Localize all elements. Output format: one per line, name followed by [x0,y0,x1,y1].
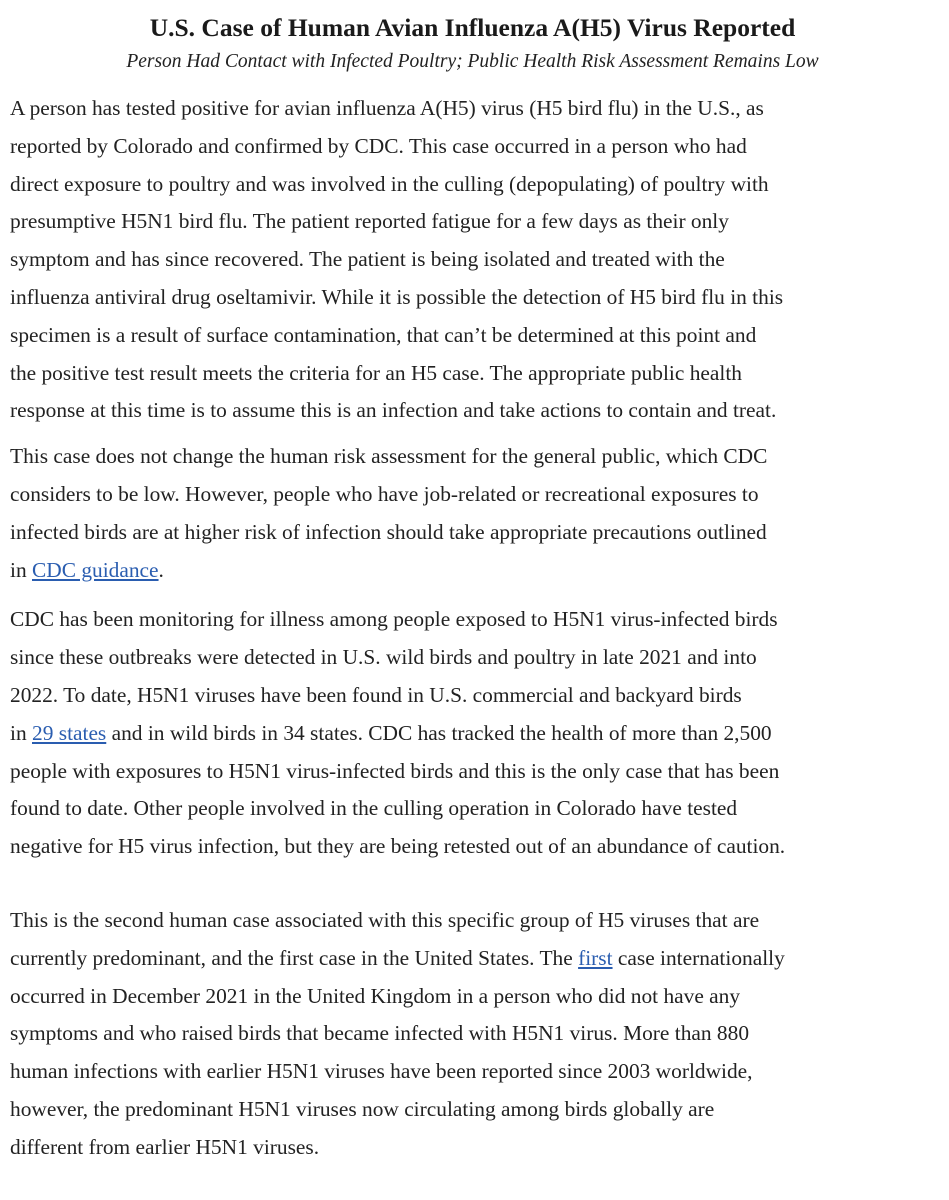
paragraph-line: response at this time is to assume this is an infection and take actions to contain and treat. [10,398,777,423]
paragraph-line: symptoms and who raised birds that became infected with H5N1 virus. More than 880 [10,1021,750,1046]
paragraph-line: since these outbreaks were detected in U.S. wild birds and poultry in late 2021 and into [10,645,757,670]
cdc-guidance-link[interactable]: CDC guidance [32,557,159,582]
paragraph-line: symptom and has since recovered. The patient is being isolated and treated with the [10,247,725,272]
line-text: in [10,720,32,745]
paragraph-line: CDC has been monitoring for illness among people exposed to H5N1 virus-infected birds [10,607,778,632]
paragraph-line: influenza antiviral drug oseltamivir. While it is possible the detection of H5 bird flu in this [10,284,784,309]
line-text: and in wild birds in 34 states. CDC has tracked the health of more than 2,500 [106,720,772,745]
line-text: case internationally [612,945,785,970]
paragraph-line: occurred in December 2021 in the United Kingdom in a person who did not have any [10,983,741,1008]
article-subtitle: Person Had Contact with Infected Poultry; Public Health Risk Assessment Remains Low [126,51,819,72]
paragraph-line: This case does not change the human risk assessment for the general public, which CDC [10,444,768,469]
paragraph-second-case [10,902,935,1167]
paragraph-case-report [10,90,935,430]
paragraph-line: found to date. Other people involved in the culling operation in Colorado have tested [10,796,738,821]
paragraph-line: This is the second human case associated with this specific group of H5 viruses that are [10,907,760,932]
paragraph-line: direct exposure to poultry and was involved in the culling (depopulating) of poultry with [10,171,769,196]
paragraph-line: A person has tested positive for avian influenza A(H5) virus (H5 bird flu) in the U.S., as [10,96,764,120]
first-case-link[interactable]: first [578,945,613,970]
paragraph-line: considers to be low. However, people who have job-related or recreational exposures to [10,481,759,506]
29-states-link[interactable]: 29 states [32,720,107,745]
paragraph-line: different from earlier H5N1 viruses. [10,1134,320,1159]
paragraph-line: presumptive H5N1 bird flu. The patient reported fatigue for a few days as their only [10,209,729,234]
paragraph-line: the positive test result meets the criteria for an H5 case. The appropriate public health [10,360,742,385]
paragraph-line: reported by Colorado and confirmed by CDC. This case occurred in a person who had [10,133,747,158]
line-text: . [158,557,164,582]
paragraph-line: negative for H5 virus infection, but they are being retested out of an abundance of caution. [10,834,786,859]
paragraph-line [10,552,935,590]
paragraph-line: infected birds are at higher risk of infection should take appropriate precautions outlined [10,519,767,544]
paragraph-line: specimen is a result of surface contamination, that can’t be determined at this point and [10,322,757,347]
paragraph-monitoring [10,601,935,866]
article-title: U.S. Case of Human Avian Influenza A(H5) Virus Reported [149,13,796,42]
paragraph-line [10,940,935,978]
line-text: in [10,557,32,582]
line-text: currently predominant, and the first case in the United States. The [10,945,579,970]
paragraph-line: 2022. To date, H5N1 viruses have been found in U.S. commercial and backyard birds [10,682,742,707]
paragraph-line [10,715,935,753]
paragraph-line: people with exposures to H5N1 virus-infected birds and this is the only case that has been [10,758,780,783]
paragraph-line: however, the predominant H5N1 viruses now circulating among birds globally are [10,1096,715,1121]
paragraph-risk-assessment [10,438,935,589]
paragraph-line: human infections with earlier H5N1 viruses have been reported since 2003 worldwide, [10,1059,753,1084]
